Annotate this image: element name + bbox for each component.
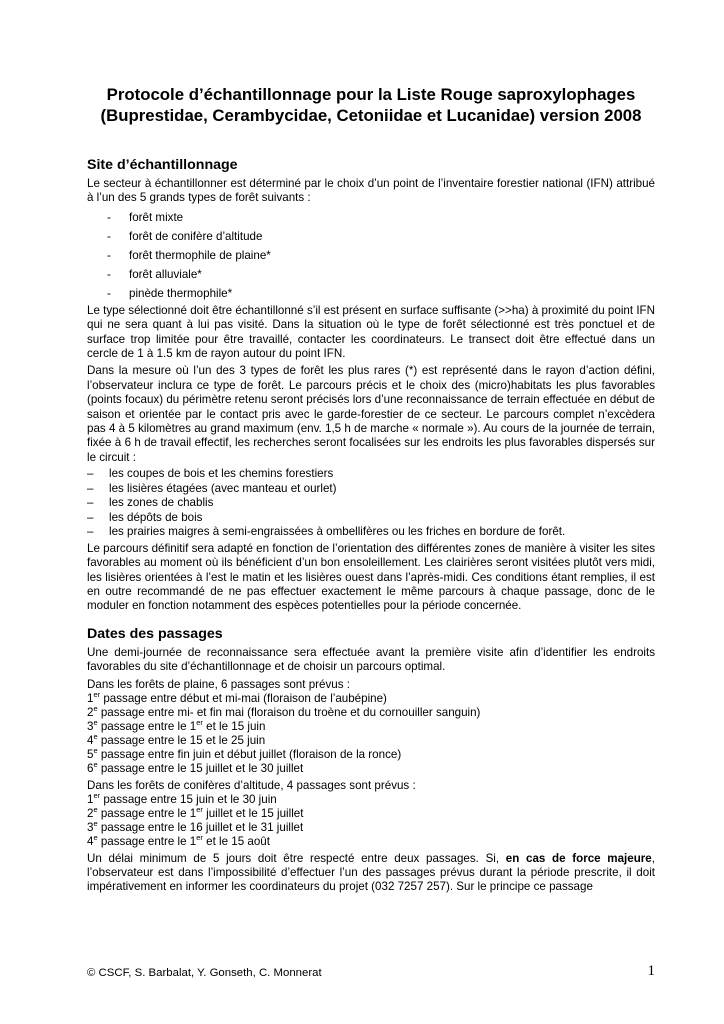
conifer-passages [87, 790, 655, 849]
list-item: – les coupes de bois et les chemins forestiers [87, 467, 655, 482]
passage-row: 1er passage entre 15 juin et le 30 juin [87, 790, 277, 806]
forest-types-list [87, 208, 655, 303]
page-content [87, 84, 655, 895]
list-item: - forêt mixte [107, 208, 655, 227]
paragraph-rare-types: Dans la mesure où l’un des 3 types de forêt les plus rares (*) est représenté dans le rayon d’action défini, l’observateur inclura ce type de forêt. Le parcours précis et le choix des (micro)habitats les plus favorables (points focaux) du périmètre retenu seront précisés lors d’une reconnaissance de terrain effectuée en début de saison et orientée par le contact pris avec le garde-forestier de ce secteur. Le parcours complet n’excèdera pas 4 à 5 kilomètres au grand maximum (env. 1,5 h de marche « normale »). Au cours de la journée de terrain, fixée à 6 h de travail effectif, les recherches seront focalisées sur les endroits les plus favorables dispersés sur le circuit : [87, 364, 655, 464]
list-item: – les dépôts de bois [87, 511, 655, 526]
passage-row: 3e passage entre le 16 juillet et le 31 juillet [87, 818, 304, 834]
list-item: - forêt thermophile de plaine* [107, 246, 655, 265]
plaine-intro: Dans les forêts de plaine, 6 passages sont prévus : [87, 677, 350, 691]
paragraph-minimum-delay: Un délai minimum de 5 jours doit être respecté entre deux passages. Si, en cas de force majeure, l’observateur est dans l’impossibilité d’effectuer l’un des passages prévus durant la période prescrite, il doit impérativement en informer les coordinateurs du projet (032 7257 257). Sur le principe ce passage [87, 851, 655, 894]
section-heading-dates: Dates des passages [87, 625, 223, 642]
passage-row: 4e passage entre le 1er et le 15 août [87, 832, 270, 848]
passage-row: 4e passage entre le 15 et le 25 juin [87, 731, 266, 747]
list-item: – les lisières étagées (avec manteau et ourlet) [87, 482, 655, 497]
paragraph-route: Le parcours définitif sera adapté en fonction de l’orientation des différentes zones de manière à visiter les sites favorables au moment où ils bénéficient d’un bon ensoleillement. Les clairières seront visitées plutôt vers midi, les lisières orientées à l’est le matin et les lisières ouest dans l’après-midi. Ces conditions étant remplies, il est en outre recommandé de ne pas effectuer exactement le même parcours à chaque passage, donc de le moduler en fonction notamment des espèces potentielles pour la période concernée. [87, 541, 655, 613]
paragraph-type-selection: Le type sélectionné doit être échantillonné s’il est présent en surface suffisante (>>ha) à proximité du point IFN qui ne sera quant à lui pas visité. Dans la situation où le type de forêt sélectionné est très ponctuel et de surface trop limitée pour être travaillé, contacter les coordinateurs. Le transect doit être effectué dans un cercle de 1 à 1.5 km de rayon autour du point IFN. [87, 303, 655, 361]
page-footer [87, 963, 655, 979]
paragraph-site-intro: Le secteur à échantillonner est déterminé par le choix d’un point de l’inventaire forestier national (IFN) attribué à l’un des 5 grands types de forêt suivants : [87, 177, 655, 205]
list-item: – les zones de chablis [87, 496, 655, 511]
page-number: 1 [647, 963, 655, 979]
circuit-list [87, 467, 655, 540]
paragraph-dates-intro: Une demi-journée de reconnaissance sera effectuée avant la première visite afin d’identifier les endroits favorables du site d’échantillonnage et de choisir un parcours optimal. [87, 645, 655, 674]
list-item: - forêt de conifère d’altitude [107, 227, 655, 246]
footer-credit: © CSCF, S. Barbalat, Y. Gonseth, C. Monnerat [87, 967, 322, 979]
list-item: – les prairies maigres à semi-engraissées à ombellifères ou les friches en bordure de forêt. [87, 525, 655, 540]
conifer-intro: Dans les forêts de conifères d’altitude, 4 passages sont prévus : [87, 778, 416, 792]
list-item: - pinède thermophile* [107, 284, 655, 303]
list-item: - forêt alluviale* [107, 265, 655, 284]
passage-row: 2e passage entre mi- et fin mai (floraison du troène et du cornouiller sanguin) [87, 703, 481, 719]
passage-row: 3e passage entre le 1er et le 15 juin [87, 717, 266, 733]
passage-row: 5e passage entre fin juin et début juillet (floraison de la ronce) [87, 745, 402, 761]
document-title: Protocole d’échantillonnage pour la Liste Rouge saproxylophages (Buprestidae, Cerambycidae, Cetoniidae et Lucanidae) version 2008 [100, 85, 642, 125]
passage-row: 6e passage entre le 15 juillet et le 30 juillet [87, 759, 304, 775]
section-heading-site: Site d’échantillonnage [87, 157, 238, 173]
passage-row: 1er passage entre début et mi-mai (floraison de l’aubépine) [87, 689, 387, 705]
force-majeure-emphasis: en cas de force majeure [505, 851, 652, 865]
plaine-passages [87, 689, 655, 776]
passage-row: 2e passage entre le 1er juillet et le 15 juillet [87, 804, 304, 820]
